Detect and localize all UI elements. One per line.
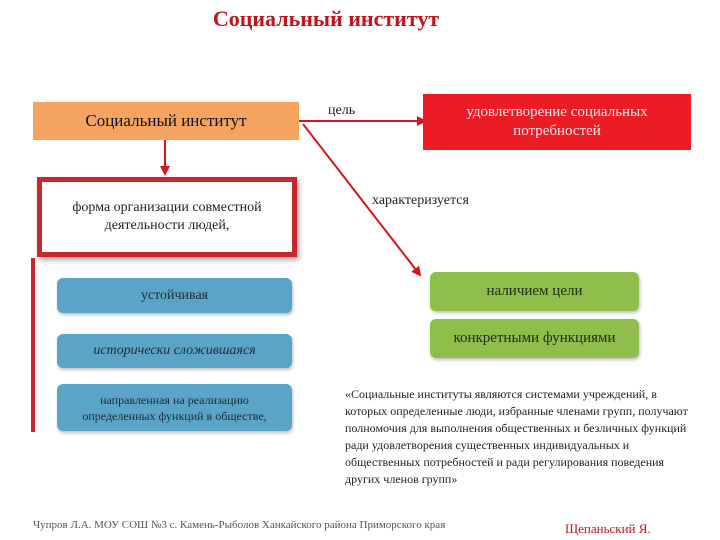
goal-label: цель	[328, 103, 356, 118]
footer-credit: Чупров Л.А. МОУ СОШ №3 с. Камень-Рыболов Ханкайского района Приморского края	[33, 519, 446, 531]
quote-author: Щепаньский Я.	[565, 521, 651, 536]
feature-goal: наличием цели	[430, 272, 639, 311]
feature-functions: конкретными функциями	[430, 319, 639, 358]
property-historical: исторически сложившаяся	[57, 334, 292, 368]
property-functional: направленная на реализацию определенных функций в обществе,	[57, 384, 292, 431]
page-title: Социальный институт	[212, 6, 440, 31]
characterized-label: характеризуется	[372, 193, 469, 208]
form-box	[37, 177, 297, 257]
form-box-text: форма организации совместной деятельности людей,	[42, 182, 292, 252]
property-stable: устойчивая	[57, 278, 292, 313]
institute-box: Социальный институт	[33, 102, 299, 140]
quote-text: «Социальные институты являются системами учреждений, в которых определенные люди, избранные членами групп, получают полномочия для выполнения общественных и безличных функций ради удовлетворения существенных индивидуальных и общественных потребностей и ради регулирования поведения других членов групп»	[345, 387, 688, 486]
goal-box: удовлетворение социальных потребностей	[423, 94, 691, 150]
